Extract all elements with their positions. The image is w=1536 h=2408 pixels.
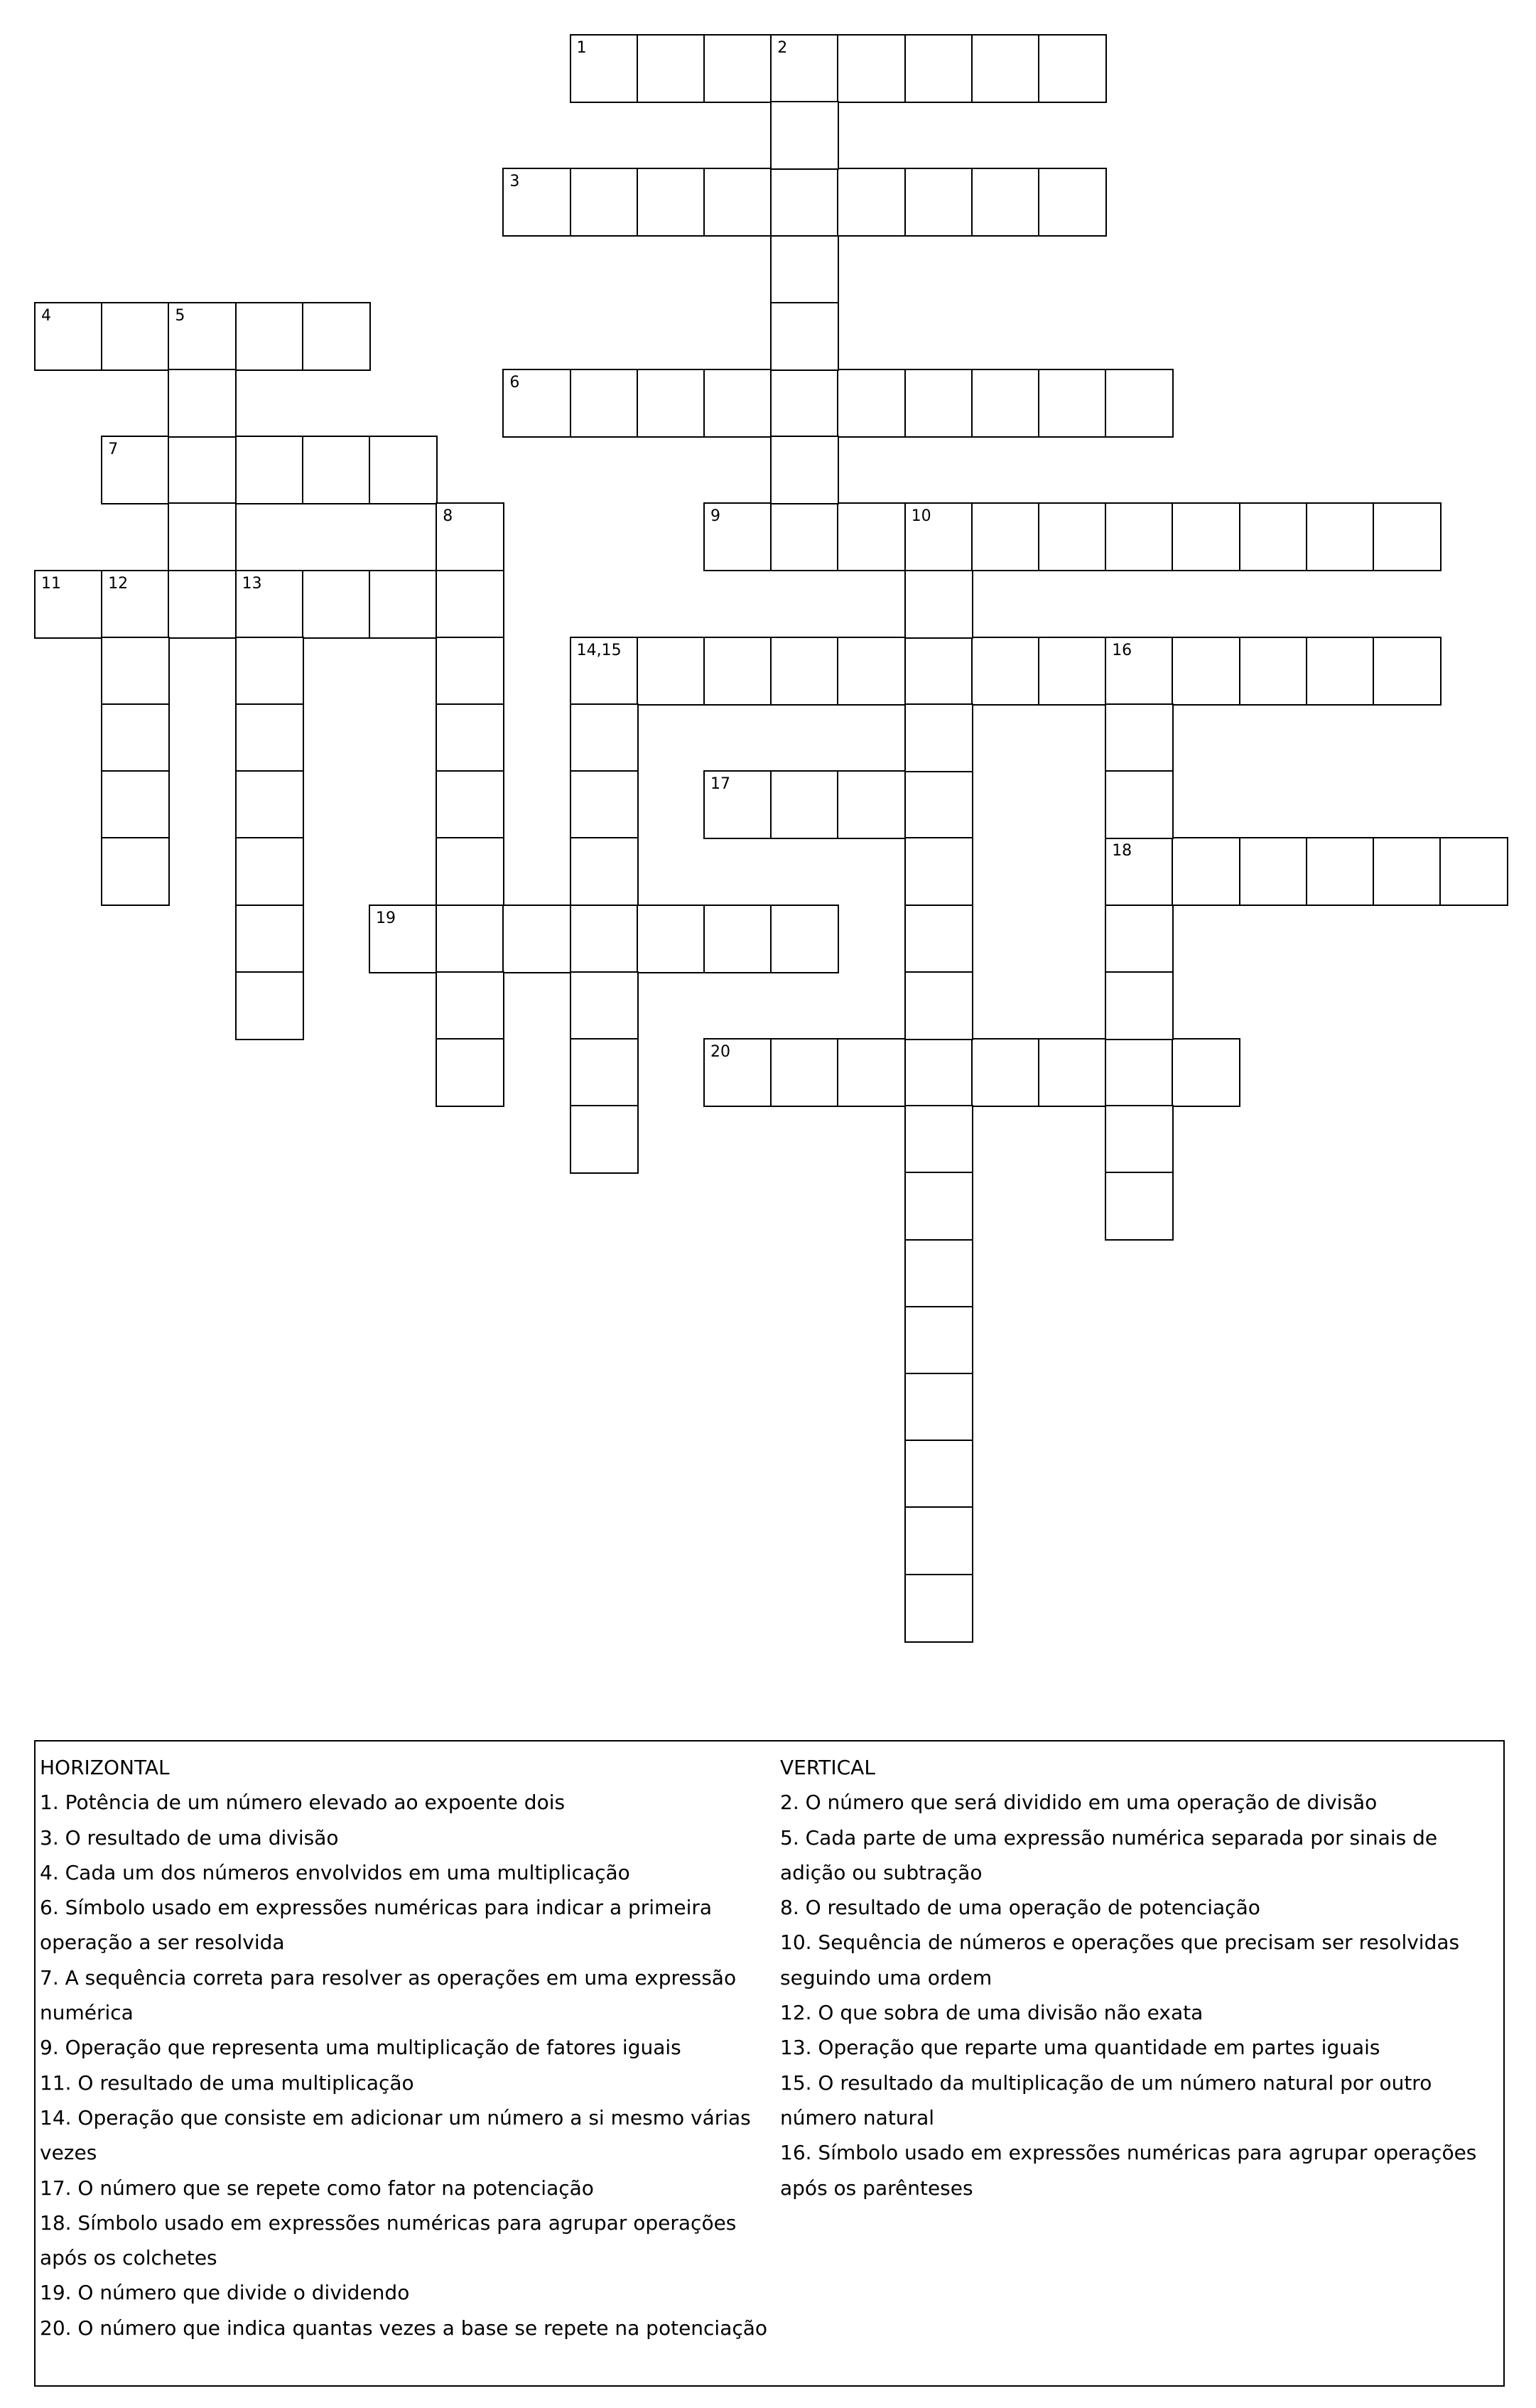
clue-number: 6 (509, 374, 520, 392)
grid-cell[interactable] (101, 837, 170, 906)
clue-h-4: 4. Cada um dos números envolvidos em uma multiplicação (40, 1860, 630, 1884)
clue-number: 17 (710, 775, 730, 794)
grid-cell[interactable] (570, 637, 639, 706)
grid-cell[interactable] (235, 436, 304, 504)
grid-cell[interactable] (1439, 837, 1508, 906)
clue-number: 9 (710, 507, 720, 526)
grid-cell[interactable] (1038, 1038, 1107, 1107)
grid-cell[interactable] (637, 168, 705, 237)
grid-cell[interactable] (302, 570, 371, 639)
grid-cell[interactable] (837, 502, 906, 571)
grid-cell[interactable] (770, 101, 839, 170)
grid-cell[interactable] (703, 502, 772, 571)
clue-h-18: 18. Símbolo usado em expressões numéricas para agrupar operações após os colchetes (40, 2210, 737, 2270)
grid-cell[interactable] (904, 1105, 973, 1174)
grid-cell[interactable] (904, 502, 973, 571)
grid-cell[interactable] (436, 637, 504, 706)
grid-cell[interactable] (1239, 837, 1308, 906)
grid-cell[interactable] (436, 703, 504, 772)
grid-cell[interactable] (570, 905, 639, 973)
grid-cell[interactable] (570, 703, 639, 772)
grid-cell[interactable] (235, 637, 304, 706)
grid-cell[interactable] (570, 1105, 639, 1174)
grid-cell[interactable] (369, 905, 438, 973)
grid-cell[interactable] (1105, 770, 1174, 839)
grid-cell[interactable] (770, 168, 839, 237)
grid-cell[interactable] (904, 703, 973, 772)
grid-cell[interactable] (1105, 971, 1174, 1040)
grid-cell[interactable] (235, 837, 304, 906)
grid-cell[interactable] (101, 436, 170, 504)
grid-cell[interactable] (235, 302, 304, 371)
grid-cell[interactable] (770, 637, 839, 706)
grid-cell[interactable] (703, 34, 772, 103)
grid-cell[interactable] (235, 770, 304, 839)
grid-cell[interactable] (436, 905, 504, 973)
clue-number: 3 (509, 173, 520, 191)
grid-cell[interactable] (904, 34, 973, 103)
grid-cell[interactable] (637, 637, 705, 706)
grid-cell[interactable] (1038, 34, 1107, 103)
grid-cell[interactable] (502, 905, 571, 973)
grid-cell[interactable] (770, 369, 839, 438)
clue-number: 20 (710, 1043, 730, 1061)
grid-cell[interactable] (168, 502, 237, 571)
grid-cell[interactable] (904, 637, 973, 706)
clue-number: 5 (175, 306, 185, 325)
grid-cell[interactable] (436, 770, 504, 839)
grid-cell[interactable] (904, 1038, 973, 1107)
clue-h-9: 9. Operação que representa uma multiplicação de fatores iguais (40, 2036, 681, 2060)
grid-cell[interactable] (570, 168, 639, 237)
grid-cell[interactable] (637, 905, 705, 973)
clue-number: 18 (1112, 842, 1132, 860)
clue-number: 11 (41, 574, 61, 593)
grid-cell[interactable] (570, 971, 639, 1040)
grid-cell[interactable] (1105, 1038, 1174, 1107)
grid-cell[interactable] (101, 770, 170, 839)
clue-h-1: 1. Potência de um número elevado ao expoente dois (40, 1791, 566, 1815)
grid-cell[interactable] (1306, 637, 1375, 706)
clue-number: 19 (376, 909, 396, 927)
grid-cell[interactable] (101, 637, 170, 706)
clue-v-5: 5. Cada parte de uma expressão numérica separada por sinais de adição ou subtração (780, 1825, 1438, 1884)
grid-cell[interactable] (1172, 837, 1240, 906)
grid-cell[interactable] (837, 637, 906, 706)
grid-cell[interactable] (971, 1038, 1040, 1107)
grid-cell[interactable] (1105, 502, 1174, 571)
grid-cell[interactable] (971, 369, 1040, 438)
clue-h-7: 7. A sequência correta para resolver as operações em uma expressão numérica (40, 1965, 737, 2025)
grid-cell[interactable] (770, 436, 839, 504)
grid-cell[interactable] (34, 302, 103, 371)
grid-cell[interactable] (1373, 837, 1442, 906)
grid-cell[interactable] (637, 34, 705, 103)
grid-cell[interactable] (770, 502, 839, 571)
grid-cell[interactable] (235, 971, 304, 1040)
grid-cell[interactable] (904, 1440, 973, 1508)
clue-h-14: 14. Operação que consiste em adicionar um número a si mesmo várias vezes (40, 2105, 751, 2165)
grid-cell[interactable] (1105, 703, 1174, 772)
clues-box (34, 1740, 1505, 2387)
grid-cell[interactable] (34, 570, 103, 639)
grid-cell[interactable] (703, 770, 772, 839)
grid-cell[interactable] (1038, 369, 1107, 438)
clue-v-13: 13. Operação que reparte uma quantidade em partes iguais (780, 2036, 1380, 2060)
clue-number: 12 (108, 574, 129, 593)
grid-cell[interactable] (770, 905, 839, 973)
grid-cell[interactable] (1306, 837, 1375, 906)
grid-cell[interactable] (1105, 837, 1174, 906)
clue-number: 8 (443, 507, 453, 526)
clue-number: 10 (911, 507, 931, 526)
clue-h-17: 17. O número que se repete como fator na potenciação (40, 2176, 594, 2200)
clue-number: 4 (41, 306, 51, 325)
grid-cell[interactable] (436, 971, 504, 1040)
grid-cell[interactable] (904, 1506, 973, 1575)
grid-cell[interactable] (235, 570, 304, 639)
grid-cell[interactable] (570, 770, 639, 839)
grid-cell[interactable] (168, 369, 237, 438)
grid-cell[interactable] (436, 502, 504, 571)
clue-h-20: 20. O número que indica quantas vezes a base se repete na potenciação (40, 2316, 768, 2340)
clue-v-16: 16. Símbolo usado em expressões numéricas para agrupar operações após os parênteses (780, 2141, 1477, 2200)
grid-cell[interactable] (837, 1038, 906, 1107)
grid-cell[interactable] (904, 369, 973, 438)
clue-v-8: 8. O resultado de uma operação de potenciação (780, 1896, 1260, 1920)
grid-cell[interactable] (904, 1373, 973, 1442)
grid-cell[interactable] (101, 302, 170, 371)
grid-cell[interactable] (904, 770, 973, 839)
horizontal-clues (40, 1750, 779, 2345)
grid-cell[interactable] (1172, 1038, 1240, 1107)
vertical-heading: VERTICAL (780, 1756, 875, 1779)
grid-cell[interactable] (1105, 1172, 1174, 1241)
grid-cell[interactable] (502, 168, 571, 237)
grid-cell[interactable] (1239, 637, 1308, 706)
grid-cell[interactable] (837, 168, 906, 237)
grid-cell[interactable] (837, 369, 906, 438)
grid-cell[interactable] (1038, 502, 1107, 571)
grid-cell[interactable] (436, 837, 504, 906)
grid-cell[interactable] (1105, 1105, 1174, 1174)
grid-cell[interactable] (703, 637, 772, 706)
grid-cell[interactable] (837, 34, 906, 103)
grid-cell[interactable] (770, 770, 839, 839)
clue-v-2: 2. O número que será dividido em uma operação de divisão (780, 1791, 1378, 1815)
grid-cell[interactable] (101, 570, 170, 639)
clue-number: 14,15 (576, 641, 622, 659)
grid-cell[interactable] (436, 1038, 504, 1107)
grid-cell[interactable] (904, 1172, 973, 1241)
clue-number: 16 (1112, 641, 1132, 659)
clue-v-10: 10. Sequência de números e operações que precisam ser resolvidas seguindo uma ordem (780, 1931, 1460, 1989)
grid-cell[interactable] (904, 570, 973, 639)
clue-h-11: 11. O resultado de uma multiplicação (40, 2070, 414, 2095)
grid-cell[interactable] (904, 971, 973, 1040)
horizontal-heading: HORIZONTAL (40, 1756, 170, 1779)
grid-cell[interactable] (637, 369, 705, 438)
grid-cell[interactable] (235, 703, 304, 772)
clue-v-12: 12. O que sobra de uma divisão não exata (780, 2001, 1204, 2025)
grid-cell[interactable] (770, 302, 839, 371)
clue-h-6: 6. Símbolo usado em expressões numéricas para indicar a primeira operação a ser resolvida (40, 1896, 713, 1955)
clue-number: 7 (108, 441, 119, 459)
grid-cell[interactable] (770, 34, 839, 103)
grid-cell[interactable] (1172, 637, 1240, 706)
grid-cell[interactable] (1038, 637, 1107, 706)
grid-cell[interactable] (904, 1306, 973, 1375)
grid-cell[interactable] (703, 168, 772, 237)
clue-number: 1 (576, 39, 587, 57)
grid-cell[interactable] (1306, 502, 1375, 571)
grid-cell[interactable] (904, 1239, 973, 1308)
grid-cell[interactable] (1038, 168, 1107, 237)
clue-h-3: 3. O resultado de uma divisão (40, 1825, 339, 1850)
grid-cell[interactable] (235, 905, 304, 973)
grid-cell[interactable] (570, 837, 639, 906)
grid-cell[interactable] (703, 1038, 772, 1107)
grid-cell[interactable] (1373, 637, 1442, 706)
grid-cell[interactable] (570, 369, 639, 438)
grid-cell[interactable] (101, 703, 170, 772)
vertical-clues (780, 1750, 1498, 2205)
grid-cell[interactable] (302, 302, 371, 371)
grid-cell[interactable] (1105, 905, 1174, 973)
grid-cell[interactable] (570, 34, 639, 103)
grid-cell[interactable] (770, 235, 839, 304)
grid-cell[interactable] (971, 168, 1040, 237)
grid-cell[interactable] (1172, 502, 1240, 571)
grid-cell[interactable] (436, 570, 504, 639)
grid-cell[interactable] (971, 637, 1040, 706)
grid-cell[interactable] (502, 369, 571, 438)
grid-cell[interactable] (168, 302, 237, 371)
grid-cell[interactable] (703, 369, 772, 438)
grid-cell[interactable] (369, 436, 438, 504)
grid-cell[interactable] (168, 570, 237, 639)
clue-h-19: 19. O número que divide o dividendo (40, 2281, 410, 2305)
grid-cell[interactable] (971, 34, 1040, 103)
grid-cell[interactable] (570, 1038, 639, 1107)
clue-number: 2 (777, 39, 788, 57)
grid-cell[interactable] (1105, 369, 1174, 438)
grid-cell[interactable] (369, 570, 438, 639)
grid-cell[interactable] (904, 837, 973, 906)
grid-cell[interactable] (1373, 502, 1442, 571)
grid-cell[interactable] (1239, 502, 1308, 571)
grid-cell[interactable] (904, 905, 973, 973)
grid-cell[interactable] (703, 905, 772, 973)
grid-cell[interactable] (302, 436, 371, 504)
grid-cell[interactable] (837, 770, 906, 839)
clue-number: 13 (242, 574, 262, 593)
grid-cell[interactable] (904, 168, 973, 237)
grid-cell[interactable] (168, 436, 237, 504)
grid-cell[interactable] (904, 1574, 973, 1643)
grid-cell[interactable] (971, 502, 1040, 571)
clue-v-15: 15. O resultado da multiplicação de um número natural por outro número natural (780, 2070, 1432, 2129)
grid-cell[interactable] (1105, 637, 1174, 706)
grid-cell[interactable] (770, 1038, 839, 1107)
